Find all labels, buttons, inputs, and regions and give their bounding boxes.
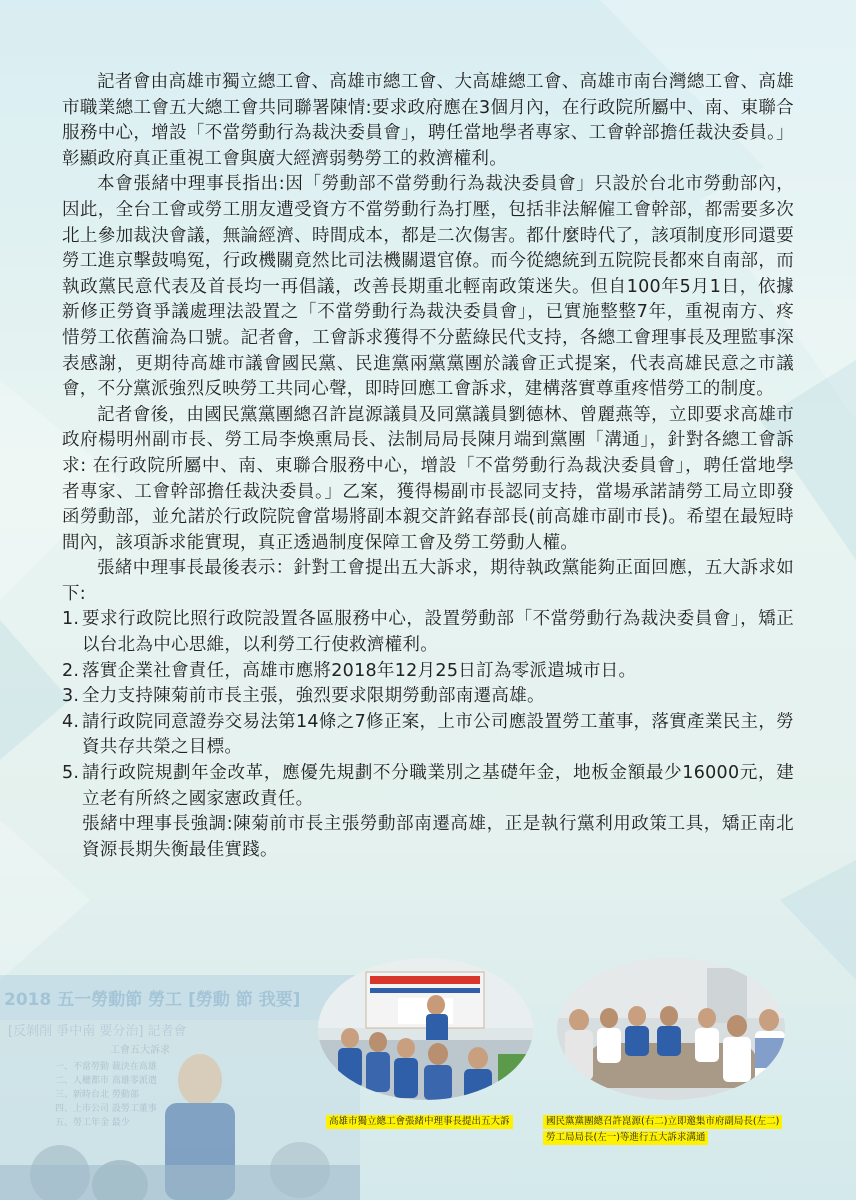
list-item-number: 3. xyxy=(62,686,80,707)
photo-union-chairman-speaking xyxy=(318,958,533,1100)
paragraph-five-demands-intro: 張緒中理事長最後表示：針對工會提出五大訴求，期待執政黨能夠正面回應，五大訴求如下: xyxy=(62,558,794,604)
photo-meeting-with-officials xyxy=(557,958,785,1100)
list-item-text: 請行政院同意證券交易法第14條之7修正案，上市公司應設置勞工董事，落實產業民主，勞資共存共榮之目標。 xyxy=(82,711,794,758)
banner-item: 四、上市公司 設勞工董事 xyxy=(55,1104,157,1114)
paragraph-chairman-statement: 本會張緒中理事長指出:因「勞動部不當勞動行為裁決委員會」只設於台北市勞動部內，因此，全台工會或勞工朋友遭受資方不當勞動行為打壓，包括非法解僱工會幹部，都需要多次北上參加裁決會議，無論經濟、時間成本，都是二次傷害。都什麼時代了，該項制度形同還要勞工進京擊鼓鳴冤，行政機關竟然比司法機關還官僚。而今從總統到五院院長都來自南部，而執政黨民意代表及首長均一再倡議，改善長期重北輕南政策迷失。但自100年5月1日，依據新修正勞資爭議處理法設置之「不當勞動行為裁決委員會」，已實施整整7年，重視南方、疼惜勞工依舊淪為口號。記者會，工會訴求獲得不分藍綠民代支持，各總工會理事長及理監事深表感謝，更期待高雄市議會國民黨、民進黨兩黨黨團於議會正式提案，代表高雄民意之市議會，不分黨派強烈反映勞工共同心聲，即時回應工會訴求，建構落實尊重疼惜勞工的制度。 xyxy=(62,174,794,400)
list-item-number: 2. xyxy=(62,660,80,681)
banner-item: 三、新時台北 勞動部 xyxy=(55,1090,139,1100)
banner-title: 2018 五一勞動節 勞工 [勞動 節 我要] xyxy=(4,990,301,1010)
list-item-number: 5. xyxy=(62,763,80,784)
list-item xyxy=(62,710,794,761)
list-item-text: 全力支持陳菊前市長主張，強烈要求限期勞動部南遷高雄。 xyxy=(82,686,545,707)
list-item xyxy=(62,761,794,812)
banner-subtitle: [反剝削 爭中南 要分治] 記者會 xyxy=(8,1024,187,1039)
list-item xyxy=(62,684,794,710)
list-item-text: 要求行政院比照行政院設置各區服務中心，設置勞動部「不當勞動行為裁決委員會」，矯正以台北為中心思維，以利勞工行使救濟權利。 xyxy=(82,609,794,656)
photo-caption-left: 高雄市獨立總工會張緒中理事長提出五大訴 xyxy=(326,1115,513,1129)
background-press-conference-photo xyxy=(0,975,360,1200)
list-item-text: 落實企業社會責任，高雄市應將2018年12月25日訂為零派遣城市日。 xyxy=(82,660,637,681)
five-demands-list xyxy=(62,607,794,812)
banner-list-title: 工會五大訴求 xyxy=(110,1045,170,1056)
paragraph-closing: 張緒中理事長強調:陳菊前市長主張勞動部南遷高雄，正是執行黨利用政策工具，矯正南北資源長期失衡最佳實踐。 xyxy=(82,814,794,860)
list-item xyxy=(62,659,794,685)
list-item-text: 請行政院規劃年金改革，應優先規劃不分職業別之基礎年金，地板金額最少16000元，建立老有所終之國家憲政責任。 xyxy=(82,763,794,809)
article-body xyxy=(62,70,794,863)
photo-caption-right-line2: 勞工局局長(左一)等進行五大訴求溝通 xyxy=(543,1131,708,1145)
paragraph-after-conference: 記者會後，由國民黨黨團總召許崑源議員及同黨議員劉德林、曾麗燕等，立即要求高雄市政府楊明州副市長、勞工局李煥熏局長、法制局局長陳月端到黨團「溝通」，針對各總工會訴求: 在行政院所屬中、南、東聯合服務中心，增設「不當勞動行為裁決委員會」，聘任當地學者專家、工會幹部擔任裁決委員。」乙案，獲得楊副市長認同支持，當場承諾請勞工局立即發函勞動部，並允諾於行政院院會當場將副本親交許銘春部長(前高雄市副市長)。希望在最短時間內，該項訴求能實現，真正透過制度保障工會及勞工勞動人權。 xyxy=(62,404,794,553)
photo-caption-right-line1: 國民黨黨團總召許崑源(右二)立即邀集市府副局長(左二) xyxy=(543,1115,782,1129)
banner-item: 一、不當勞動 裁決在高雄 xyxy=(55,1062,157,1072)
list-item-number: 4. xyxy=(62,711,80,732)
list-item-number: 1. xyxy=(62,609,80,630)
banner-item: 五、勞工年金 最少 xyxy=(55,1118,130,1128)
paragraph-press-conference: 記者會由高雄市獨立總工會、高雄市總工會、大高雄總工會、高雄市南台灣總工會、高雄市職業總工會五大總工會共同聯署陳情:要求政府應在3個月內，在行政院所屬中、南、東聯合服務中心，增設「不當勞動行為裁決委員會」，聘任當地學者專家、工會幹部擔任裁決委員。」彰顯政府真正重視工會與廣大經濟弱勢勞工的救濟權利。 xyxy=(62,72,794,169)
banner-item: 二、人權都市 高雄零派遣 xyxy=(55,1076,157,1086)
list-item xyxy=(62,607,794,658)
